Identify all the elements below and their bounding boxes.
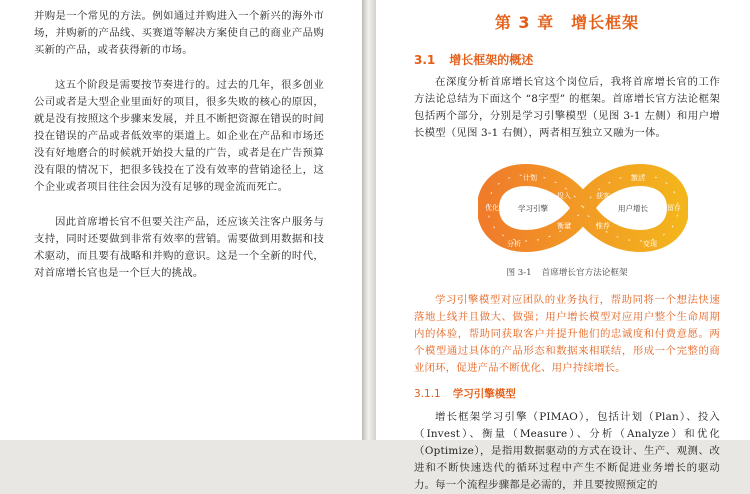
right-paragraph-3: 增长框架学习引擎（PIMAO），包括计划（Plan）、投入（Invest）、衡量（Measure）、分析（Analyze）和优化（Optimize），是指用数据驱动的方式在设计、生产、观测、改进和不断快速迭代的循环过程中产生不断促进业务增长的驱动力。每一个流程步骤都是必需的，并且要按照预定的 — [414, 411, 720, 491]
loop-label-left-5: 优化 — [485, 204, 499, 212]
right-page — [376, 0, 750, 491]
section-heading — [414, 50, 720, 70]
subsection-number: 3.1.1 — [414, 388, 441, 400]
loop-center-left-label: 学习引擎 — [518, 204, 548, 213]
right-paragraph-2-highlighted: 学习引擎模型对应团队的业务执行，帮助同将一个想法快速落地上线并且做大、做强；用户增长模型对应用户整个生命周期内的体验，帮助同获取客户并提升他们的忠诚度和付费意愿。两个模型通过具体的产品形态和数据来相联结，形成一个完整的商业闭环，促进产品不断优化、用户持续增长。 — [414, 294, 720, 374]
loop-label-right-3: 留存 — [667, 204, 681, 212]
loop-label-right-4: 变现 — [643, 240, 657, 248]
figure-caption-number: 图 3-1 — [506, 268, 532, 278]
loop-label-left-2: 投入 — [557, 192, 571, 200]
left-paragraph-2: 这五个阶段是需要按节奏进行的。过去的几年，很多创业公司或者是大型企业里面好的项目，很多失败的核心的原因，就是没有按照这个步骤来发展，并且不断把资源在错误的时间投在错误的产品或者低效率的渠道上。如企业在产品和市场还没有好地磨合的时候就开始投大量的广告，或者是在广告预算没有限的情况下，把很多钱投在了没有效率的营销途径上，这个企业或者项目往往会因为没有足够的现金流而死亡。 — [34, 79, 324, 193]
loop-label-left-1: 计划 — [523, 174, 537, 182]
infinity-loop-diagram — [478, 156, 688, 260]
figure-caption-text: 首席增长官方法论框架 — [541, 268, 628, 278]
section-number: 3.1 — [414, 53, 436, 67]
left-paragraph-1: 并购是一个常见的方法。例如通过并购进入一个新兴的海外市场，并购新的产品线、买赛道等解决方案使自己的商业产品购买新的产品，或者获得新的市场。 — [34, 10, 324, 56]
left-paragraph-3: 因此首席增长官不但要关注产品，还应该关注客户服务与支持，同时还要做到非常有效率的营销。需要做到用数据和技术驱动，而且要有战略和并购的意识。这是一个全新的时代，对首席增长官也是一个巨大的挑战。 — [34, 216, 324, 279]
right-paragraph-1: 在深度分析首席增长官这个岗位后，我将首席增长官的工作方法论总结为下面这个 “8字型” 的框架。首席增长官方法论框架包括两个部分，分别是学习引擎模型（见图 3-1 左侧）和用户增长模型（见图 3-1 右侧），两者相互独立又融为一体。 — [414, 76, 720, 139]
loop-label-right-1: 获客 — [596, 192, 610, 200]
subsection-heading — [414, 385, 720, 403]
chapter-title: 第 3 章 增长框架 — [494, 13, 640, 32]
loop-label-right-2: 激活 — [631, 174, 645, 182]
figure-caption — [414, 266, 720, 280]
figure-3-1 — [414, 156, 720, 264]
left-page — [0, 0, 362, 440]
loop-label-right-5: 推荐 — [596, 222, 610, 230]
section-title: 增长框架的概述 — [449, 53, 534, 67]
book-gutter — [362, 0, 376, 440]
loop-label-left-3: 衡量 — [557, 222, 571, 230]
subsection-title: 学习引擎模型 — [452, 388, 516, 400]
loop-label-left-4: 分析 — [507, 240, 521, 248]
loop-center-right-label: 用户增长 — [618, 204, 648, 213]
